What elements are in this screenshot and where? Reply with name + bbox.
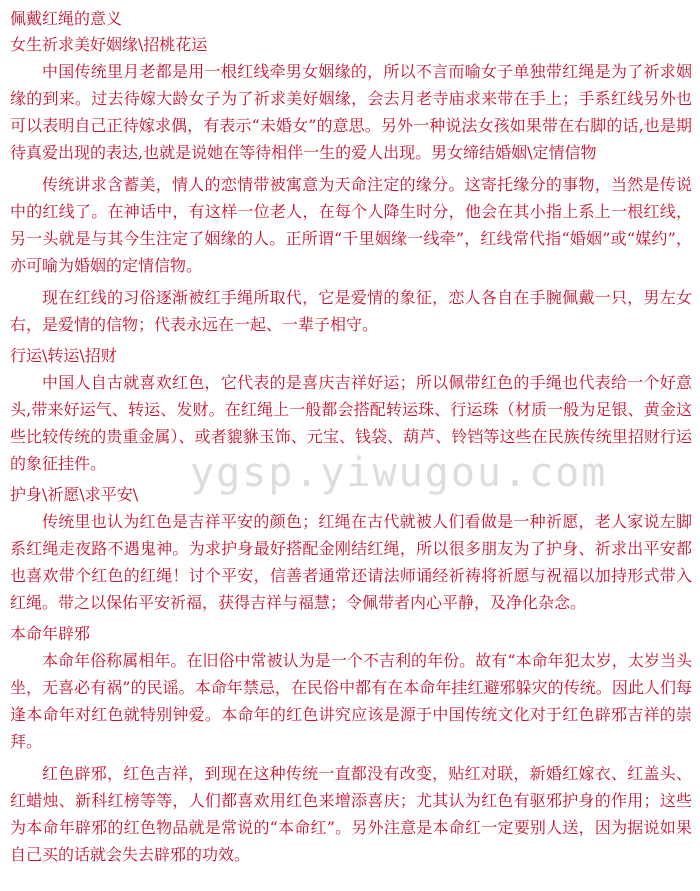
document (10, 6, 692, 873)
paragraph: 本命年俗称属相年。在旧俗中常被认为是一个不吉利的年份。故有“本命年犯太岁，太岁当头坐，无喜必有祸”的民谣。本命年禁忌，在民俗中都有在本命年挂红避邪躲灾的传统。因此人们每逢本命年对红色就特别钟爱。本命年的红色讲究应该是源于中国传统文化对于红色辟邪吉祥的崇拜。 (10, 651, 692, 751)
document-title: 佩戴红绳的意义 (10, 9, 123, 28)
section-zodiac-year (10, 621, 692, 868)
section-heading: 护身\祈愿\求平安\ (10, 485, 139, 504)
watermark: ygsp.yiwugou.com (190, 450, 608, 496)
section-fortune (10, 343, 692, 477)
paragraph: 中国传统里月老都是用一根红线牵男女姻缘的，所以不言而喻女子单独带红绳是为了祈求姻缘的到来。过去待嫁大龄女子为了祈求美好姻缘，会去月老寺庙求来带在手上；手系红线另外也可以表明自己正待嫁求偶，有表示“未婚女”的意思。另外一种说法女孩如果带在右脚的话,也是期待真爱出现的表达,也就是说她在等待相伴一生的爱人出现。男女缔结婚姻\定情信物 (10, 62, 692, 162)
paragraph: 传统里也认为红色是吉祥平安的颜色；红绳在古代就被人们看做是一种祈愿，老人家说左脚系红绳走夜路不遇鬼神。为求护身最好搭配金刚结红绳，所以很多朋友为了护身、祈求出平安都也喜欢带个红色的红绳！讨个平安，信善者通常还请法师诵经祈祷将祈愿与祝福以加持形式带入红绳。带之以保佑平安祈福，获得吉祥与福慧；令佩带者内心平静，及净化杂念。 (10, 512, 692, 612)
section-heading: 本命年辟邪 (10, 624, 91, 643)
section-love (10, 32, 692, 338)
paragraph: 中国人自古就喜欢红色，它代表的是喜庆吉祥好运；所以佩带红色的手绳也代表给一个好意头,带来好运气、转运、发财。在红绳上一般都会搭配转运珠、行运珠（材质一般为足银、黄金这些比较传统的贵重金属）、或者貔貅玉饰、元宝、钱袋、葫芦、铃铛等这些在民族传统里招财行运的象征挂件。 (10, 373, 692, 473)
section-heading: 行运\转运\招财 (10, 346, 117, 365)
paragraph: 传统讲求含蓄美，情人的恋情带被寓意为天命注定的缘分。这寄托缘分的事物，当然是传说中的红线了。在神话中，有这样一位老人，在每个人降生时分，他会在其小指上系上一根红线，另一头就是与其今生注定了姻缘的人。正所谓“千里姻缘一线牵”，红线常代指“婚姻”或“媒约”，亦可喻为婚姻的定情信物。 (10, 175, 692, 275)
paragraph: 红色辟邪，红色吉祥，到现在这种传统一直都没有改变，贴红对联，新婚红嫁衣、红盖头、红蜡烛、新科红榜等等，人们都喜欢用红色来增添喜庆；尤其认为红色有驱邪护身的作用；这些为本命年辟邪的红色物品就是常说的“本命红”。另外注意是本命红一定要别人送，因为据说如果自己买的话就会失去辟邪的功效。 (10, 764, 692, 864)
section-protection (10, 482, 692, 616)
section-heading: 女生祈求美好姻缘\招桃花运 (10, 35, 208, 54)
paragraph: 现在红线的习俗逐渐被红手绳所取代，它是爱情的象征，恋人各自在手腕佩戴一只，男左女右，是爱情的信物；代表永远在一起、一辈子相守。 (10, 288, 692, 334)
